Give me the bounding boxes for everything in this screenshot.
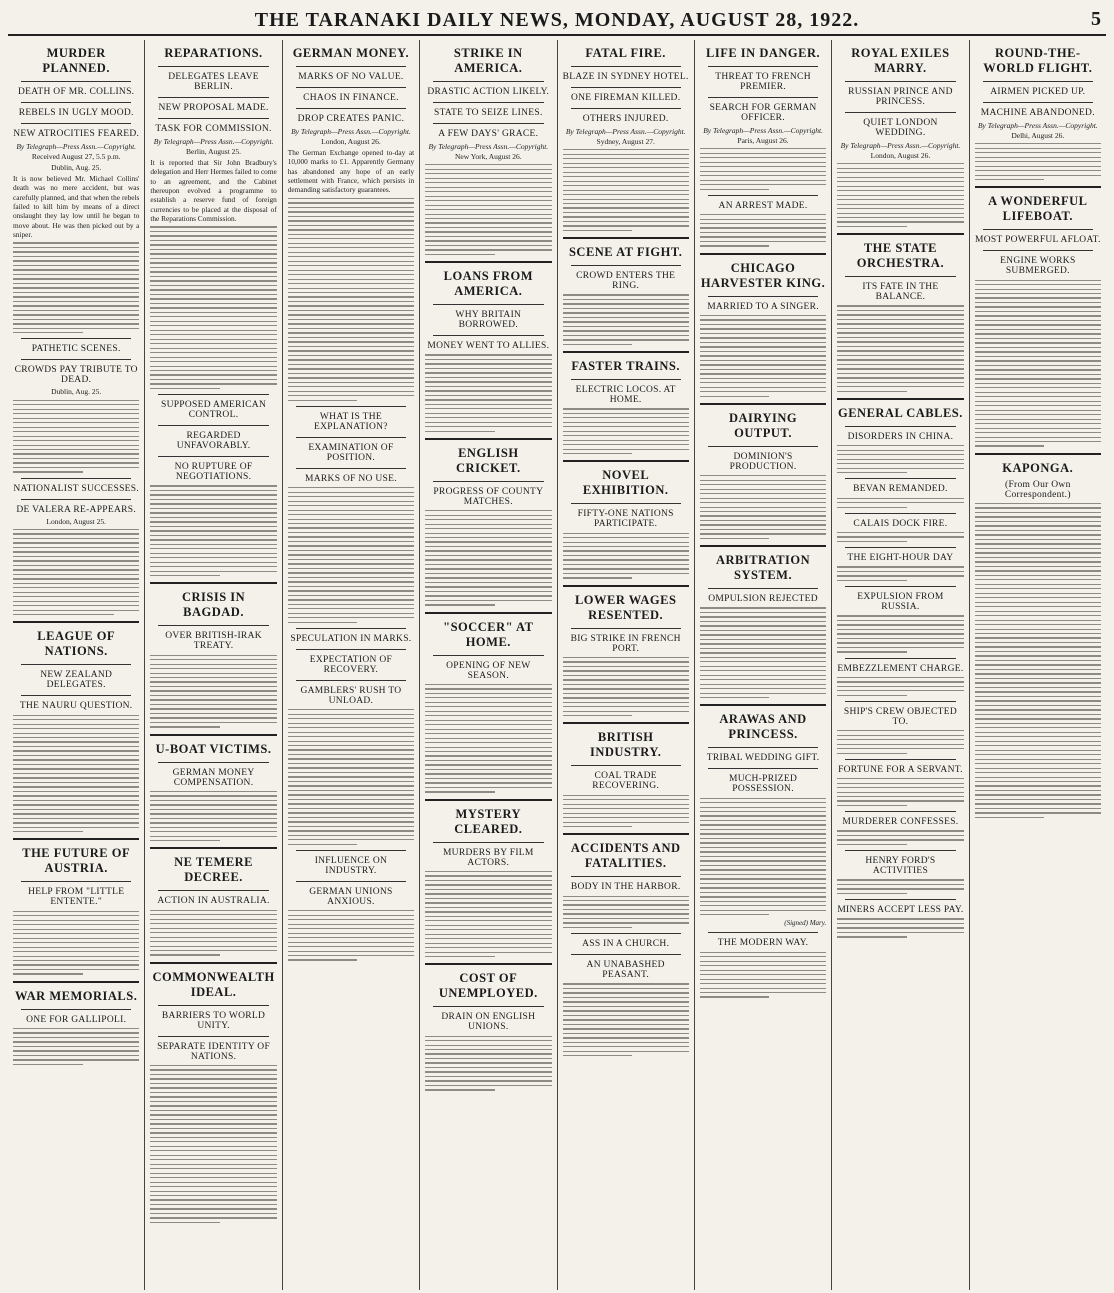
headline: THE FUTURE OF AUSTRIA. — [22, 846, 131, 876]
subhead: REGARDED UNFAVORABLY. — [176, 431, 251, 452]
headline: NE TEMERE DECREE. — [174, 855, 254, 885]
received-line: Received August 27, 5.5 p.m. — [31, 152, 121, 161]
page-number: 5 — [1091, 8, 1102, 30]
headline: THE STATE ORCHESTRA. — [856, 241, 945, 271]
subhead: DISORDERS IN CHINA. — [847, 431, 954, 442]
subhead: SHIP'S CREW OBJECTED TO. — [843, 706, 957, 727]
subhead: PATHETIC SCENES. — [31, 344, 121, 355]
headline: LOANS FROM AMERICA. — [443, 269, 533, 299]
agency-byline: By Telegraph—Press Assn.—Copyright. — [977, 121, 1098, 130]
subhead: ASS IN A CHURCH. — [582, 939, 670, 950]
subhead: BARRIERS TO WORLD UNITY. — [161, 1010, 266, 1031]
subhead: THREAT TO FRENCH PREMIER. — [715, 72, 811, 92]
headline: SCENE AT FIGHT. — [568, 245, 683, 260]
column-3 — [283, 40, 420, 1290]
agency-byline: By Telegraph—Press Assn.—Copyright. — [153, 137, 274, 146]
headline: A WONDERFUL LIFEBOAT. — [988, 194, 1088, 224]
place-line: London, August 25. — [46, 516, 106, 526]
subhead: MUCH-PRIZED POSSESSION. — [728, 774, 798, 795]
headline: ACCIDENTS AND FATALITIES. — [570, 841, 681, 871]
subhead: FIFTY-ONE NATIONS PARTICIPATE. — [577, 509, 674, 530]
column-6 — [695, 40, 832, 1290]
column-4 — [420, 40, 557, 1290]
place-line: London, August 26. — [321, 137, 381, 146]
subhead: WHY BRITAIN BORROWED. — [455, 310, 522, 331]
subhead: ITS FATE IN THE BALANCE. — [862, 282, 939, 303]
subhead: GERMAN UNIONS ANXIOUS. — [309, 886, 393, 907]
subhead: ELECTRIC LOCOS. AT HOME. — [575, 385, 676, 406]
subhead: BLAZE IN SYDNEY HOTEL. — [562, 72, 689, 82]
subhead: DRASTIC ACTION LIKELY. — [427, 87, 550, 97]
column-1 — [8, 40, 145, 1290]
subhead: SUPPOSED AMERICAN CONTROL. — [160, 400, 267, 421]
place-line: New York, August 26. — [454, 152, 522, 161]
subhead: NEW ZEALAND DELEGATES. — [40, 670, 113, 691]
agency-byline: By Telegraph—Press Assn.—Copyright. — [703, 126, 823, 135]
headline: CRISIS IN BAGDAD. — [181, 590, 246, 620]
subhead: MARRIED TO A SINGER. — [707, 301, 819, 312]
subhead: GERMAN MONEY COMPENSATION. — [172, 767, 255, 788]
subhead: MURDERER CONFESSES. — [842, 817, 959, 828]
subhead: WHAT IS THE EXPLANATION? — [314, 411, 388, 432]
subhead: THE EIGHT-HOUR DAY — [847, 553, 954, 564]
subhead: BIG STRIKE IN FRENCH PORT. — [570, 633, 681, 654]
subhead: QUIET LONDON WEDDING. — [863, 118, 938, 138]
subhead: HENRY FORD'S ACTIVITIES — [865, 856, 936, 877]
agency-byline: By Telegraph—Press Assn.—Copyright. — [428, 142, 549, 151]
subhead: NEW PROPOSAL MADE. — [158, 103, 269, 113]
agency-byline: By Telegraph—Press Assn.—Copyright. — [565, 127, 686, 136]
headline: WAR MEMORIALS. — [15, 988, 138, 1003]
masthead-title: THE TARANAKI DAILY NEWS, MONDAY, AUGUST 28, 1922. — [254, 8, 860, 31]
headline: BRITISH INDUSTRY. — [590, 730, 662, 760]
subhead: EXPULSION FROM RUSSIA. — [857, 592, 944, 613]
subhead: DOMINION'S PRODUCTION. — [729, 451, 797, 472]
subhead: A FEW DAYS' GRACE. — [438, 129, 539, 139]
subhead: TASK FOR COMMISSION. — [155, 124, 272, 134]
place-line: Delhi, August 26. — [1011, 131, 1065, 140]
place-line: Berlin, August 25. — [186, 147, 242, 156]
subhead: PROGRESS OF COUNTY MATCHES. — [433, 486, 544, 507]
headline: FASTER TRAINS. — [571, 359, 681, 374]
letter-signature: (Signed) Mary. — [784, 919, 827, 928]
masthead — [8, 6, 1106, 36]
subhead: OPENING OF NEW SEASON. — [446, 660, 531, 681]
subhead: AN UNABASHED PEASANT. — [586, 960, 665, 981]
subhead: MARKS OF NO VALUE. — [298, 72, 404, 82]
subhead: DRAIN ON ENGLISH UNIONS. — [441, 1012, 536, 1033]
headline: "SOCCER" AT HOME. — [443, 619, 534, 649]
headline: ARBITRATION SYSTEM. — [715, 553, 811, 583]
headline: COST OF UNEMPLOYED. — [438, 971, 538, 1001]
subhead: MONEY WENT TO ALLIES. — [427, 341, 550, 352]
place-line: Dublin, Aug. 25. — [51, 387, 102, 397]
headline-round-the-world-flight: ROUND-THE-WORLD FLIGHT. — [983, 46, 1093, 75]
article-paragraph: It is reported that Sir John Bradbury's delegation and Herr Hermes failed to come to an agreement, and the Cabinet thereupon evolved a programme to establish a reserve fund of foreign currencies to be placed at the disposal of the Reparations Commission. — [150, 158, 277, 223]
agency-byline: By Telegraph—Press Assn.—Copyright. — [16, 142, 137, 151]
subhead: ACTION IN AUSTRALIA. — [157, 896, 270, 907]
columns — [8, 40, 1106, 1290]
headline-royal-exiles: ROYAL EXILES MARRY. — [851, 46, 950, 75]
subhead: CROWD ENTERS THE RING. — [576, 271, 676, 292]
agency-byline: By Telegraph—Press Assn.—Copyright. — [840, 141, 961, 150]
subhead: INFLUENCE ON INDUSTRY. — [314, 855, 388, 876]
subhead: GAMBLERS' RUSH TO UNLOAD. — [300, 685, 402, 706]
place-line: Sydney, August 27. — [596, 137, 655, 146]
subhead: NEW ATROCITIES FEARED. — [13, 129, 140, 139]
headline: CHICAGO HARVESTER KING. — [700, 260, 826, 290]
subhead: DEATH OF MR. COLLINS. — [18, 87, 135, 97]
column-8 — [970, 40, 1106, 1290]
headline-strike-in-america: STRIKE IN AMERICA. — [453, 46, 523, 75]
subhead: BODY IN THE HARBOR. — [570, 882, 681, 893]
subhead: FORTUNE FOR A SERVANT. — [838, 764, 963, 775]
headline-reparations: REPARATIONS. — [164, 46, 263, 60]
place-line: Dublin, Aug. 25. — [51, 163, 102, 172]
subhead: AN ARREST MADE. — [718, 200, 808, 211]
subhead: NATIONALIST SUCCESSES. — [13, 483, 140, 494]
subhead: COAL TRADE RECOVERING. — [592, 771, 660, 792]
subhead: THE MODERN WAY. — [717, 938, 809, 949]
article-paragraph: It is now believed Mr. Michael Collins' death was no mere accident, but was carefully planned, and that when the rebels failed to kill him by means of a direct onslaught they lay low until he began to move about. He was then picked out by a sniper. — [13, 174, 140, 239]
subhead: DROP CREATES PANIC. — [297, 114, 405, 124]
headline: ARAWAS AND PRINCESS. — [719, 712, 807, 742]
headline: LOWER WAGES RESENTED. — [574, 592, 677, 622]
subhead: SEARCH FOR GERMAN OFFICER. — [709, 103, 817, 123]
subhead: HELP FROM "LITTLE ENTENTE." — [28, 887, 125, 908]
subhead: CHAOS IN FINANCE. — [303, 93, 399, 103]
subhead: AIRMEN PICKED UP. — [990, 87, 1086, 97]
subhead: MOST POWERFUL AFLOAT. — [974, 235, 1101, 246]
subhead: REBELS IN UGLY MOOD. — [18, 108, 134, 118]
subhead: TRIBAL WEDDING GIFT. — [706, 753, 820, 764]
subhead: ENGINE WORKS SUBMERGED. — [1000, 256, 1076, 277]
subhead: SPECULATION IN MARKS. — [290, 633, 412, 644]
headline: GENERAL CABLES. — [837, 405, 963, 420]
article-paragraph: The German Exchange opened to-day at 10,000 marks to £1. Apparently Germany has abandoned any hope of an early settlement with France, which persists in demanding satisfactory guarantees. — [287, 148, 415, 195]
subhead: CROWDS PAY TRIBUTE TO DEAD. — [14, 365, 138, 386]
column-7 — [832, 40, 969, 1290]
subhead: OVER BRITISH-IRAK TREATY. — [165, 631, 262, 652]
headline: LEAGUE OF NATIONS. — [37, 629, 116, 659]
agency-byline: By Telegraph—Press Assn.—Copyright. — [291, 127, 411, 136]
subhead: MINERS ACCEPT LESS PAY. — [837, 905, 964, 916]
subhead: RUSSIAN PRINCE AND PRINCESS. — [848, 87, 953, 107]
subhead: MURDERS BY FILM ACTORS. — [442, 847, 534, 868]
subhead: EXPECTATION OF RECOVERY. — [309, 654, 393, 675]
headline: ENGLISH CRICKET. — [456, 445, 521, 475]
headline: COMMONWEALTH IDEAL. — [152, 969, 275, 999]
headline-life-in-danger: LIFE IN DANGER. — [706, 46, 821, 60]
subhead: BEVAN REMANDED. — [853, 484, 948, 495]
subhead: ONE FOR GALLIPOLI. — [26, 1014, 127, 1025]
subhead: ONE FIREMAN KILLED. — [570, 93, 681, 103]
headline-murder-planned: MURDER PLANNED. — [42, 46, 110, 75]
subhead: MARKS OF NO USE. — [304, 473, 397, 484]
subhead: NO RUPTURE OF NEGOTIATIONS. — [174, 462, 253, 483]
headline: DAIRYING OUTPUT. — [728, 410, 798, 440]
subhead: (From Our Own Correspondent.) — [1004, 479, 1071, 500]
subhead: EMBEZZLEMENT CHARGE. — [837, 663, 964, 674]
headline-fatal-fire: FATAL FIRE. — [585, 46, 666, 60]
subhead: DELEGATES LEAVE BERLIN. — [168, 72, 259, 92]
subhead: CALAIS DOCK FIRE. — [853, 518, 948, 529]
subhead: STATE TO SEIZE LINES. — [433, 108, 543, 118]
headline-german-money: GERMAN MONEY. — [292, 46, 410, 60]
place-line: Paris, August 26. — [737, 136, 789, 145]
headline: MYSTERY CLEARED. — [454, 806, 523, 836]
place-line: London, August 26. — [870, 151, 931, 160]
headline: NOVEL EXHIBITION. — [582, 468, 669, 498]
subhead: DE VALERA RE-APPEARS. — [16, 504, 137, 515]
subhead: OMPULSION REJECTED — [708, 594, 818, 605]
column-2 — [145, 40, 282, 1290]
subhead: SEPARATE IDENTITY OF NATIONS. — [157, 1041, 271, 1062]
headline: U-BOAT VICTIMS. — [155, 741, 272, 756]
subhead: THE NAURU QUESTION. — [19, 701, 133, 712]
subhead: OTHERS INJURED. — [582, 114, 669, 124]
headline: KAPONGA. — [1002, 460, 1074, 475]
subhead: MACHINE ABANDONED. — [980, 108, 1095, 118]
subhead: EXAMINATION OF POSITION. — [308, 442, 394, 463]
column-5 — [558, 40, 695, 1290]
